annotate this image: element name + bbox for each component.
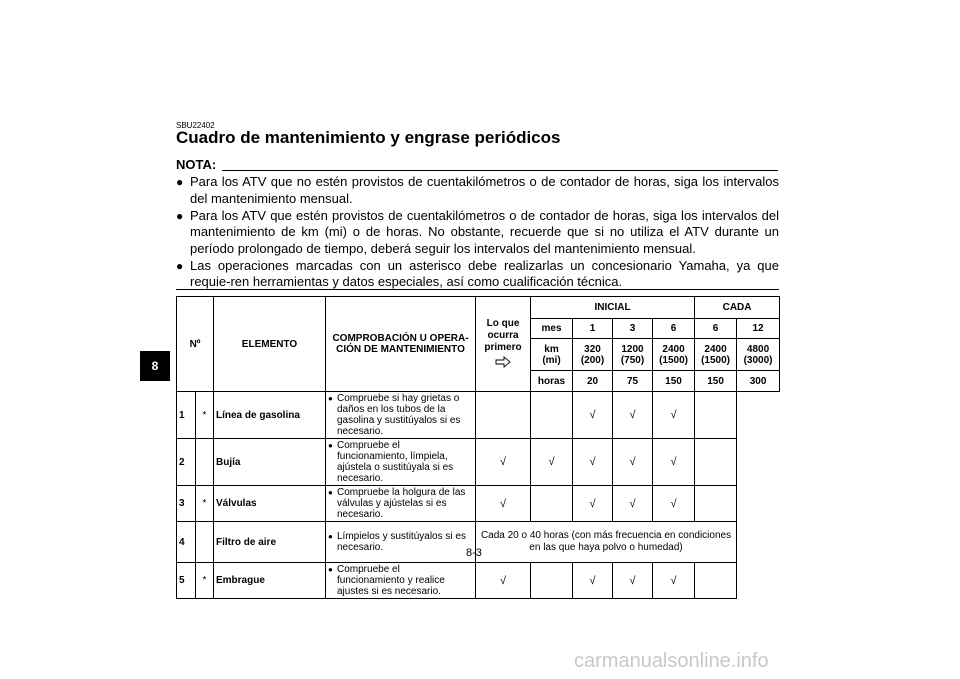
row-check: ● Límpielos y sustitúyalos si es necesario. xyxy=(326,522,476,563)
row-mark: √ xyxy=(476,486,531,522)
interval-value: 2400 (1500) xyxy=(695,339,737,371)
row-mark xyxy=(531,392,573,439)
note-end-rule xyxy=(176,289,779,290)
row-star: * xyxy=(196,486,214,522)
note-bullets xyxy=(176,174,779,291)
interval-value: 320 (200) xyxy=(573,339,613,371)
row-mark xyxy=(531,486,573,522)
row-mark: √ xyxy=(653,439,695,486)
row-mark: √ xyxy=(653,563,695,599)
interval-label-horas: horas xyxy=(531,371,573,392)
row-mark: √ xyxy=(653,392,695,439)
interval-label-km: km (mi) xyxy=(531,339,573,371)
bullet-dot-icon: ● xyxy=(328,394,333,403)
row-mark xyxy=(531,563,573,599)
interval-value: 20 xyxy=(573,371,613,392)
note-bullet: ● Para los ATV que estén provistos de cuentakilómetros o de contador de horas, siga los intervalos del mantenimiento de km (mi) o de horas. No obstante, recuerde que si no utiliza el ATV durante un período prolongado de tiempo, deberá seguir los intervalos del mantenimiento mensual. xyxy=(176,207,779,256)
row-element: Válvulas xyxy=(214,486,326,522)
row-mark: √ xyxy=(476,563,531,599)
row-mark: √ xyxy=(573,486,613,522)
row-check: ● Compruebe el funcionamiento y realice ajustes si es necesario. xyxy=(326,563,476,599)
header-every: CADA xyxy=(695,297,780,319)
interval-value: 3 xyxy=(613,319,653,339)
row-star xyxy=(196,522,214,563)
bullet-dot-icon: ● xyxy=(328,441,333,450)
row-number: 4 xyxy=(177,522,196,563)
row-element: Embrague xyxy=(214,563,326,599)
row-check: ● Compruebe si hay grietas o daños en los tubos de la gasolina y sustitúyalos si es necesario. xyxy=(326,392,476,439)
section-code: SBU22402 xyxy=(176,121,215,130)
interval-value: 2400 (1500) xyxy=(653,339,695,371)
interval-value: 4800 (3000) xyxy=(737,339,780,371)
header-element: ELEMENTO xyxy=(214,297,326,392)
note-bullet: ● Las operaciones marcadas con un asterisco debe realizarlas un concesionario Yamaha, ya que requie-ren herramientas y datos especiales, así como cualificación técnica. xyxy=(176,257,779,289)
watermark: carmanualsonline.info xyxy=(574,650,769,672)
row-mark: √ xyxy=(573,563,613,599)
row-mark: √ xyxy=(653,486,695,522)
row-check: ● Compruebe el funcionamiento, límpiela, ajústela o sustitúyala si es necesario. xyxy=(326,439,476,486)
note-rule xyxy=(222,170,778,171)
row-mark-blank xyxy=(695,392,737,439)
interval-value: 300 xyxy=(737,371,780,392)
header-first: Lo que ocurra primero xyxy=(476,297,531,392)
row-star xyxy=(196,439,214,486)
row-mark-blank xyxy=(695,563,737,599)
row-check: ● Compruebe la holgura de las válvulas y ajústelas si es necesario. xyxy=(326,486,476,522)
row-star: * xyxy=(196,392,214,439)
interval-value: 6 xyxy=(653,319,695,339)
interval-value: 12 xyxy=(737,319,780,339)
interval-value: 1200 (750) xyxy=(613,339,653,371)
interval-value: 150 xyxy=(695,371,737,392)
row-mark: √ xyxy=(613,439,653,486)
page-number: 8-3 xyxy=(466,547,482,559)
row-element: Línea de gasolina xyxy=(214,392,326,439)
row-element: Filtro de aire xyxy=(214,522,326,563)
row-number: 3 xyxy=(177,486,196,522)
row-mark: √ xyxy=(573,392,613,439)
row-star: * xyxy=(196,563,214,599)
bullet-dot-icon: ● xyxy=(328,565,333,574)
interval-value: 75 xyxy=(613,371,653,392)
header-no: Nº xyxy=(177,297,214,392)
row-mark: √ xyxy=(613,486,653,522)
note-label: NOTA: xyxy=(176,157,217,172)
bullet-dot-icon: ● xyxy=(176,208,184,223)
bullet-dot-icon: ● xyxy=(176,258,184,273)
row-mark xyxy=(476,392,531,439)
table-row xyxy=(177,563,780,599)
row-mark: √ xyxy=(531,439,573,486)
note-bullet: ● Para los ATV que no estén provistos de cuentakilómetros o de contador de horas, siga los intervalos del mantenimiento mensual. xyxy=(176,174,779,206)
header-initial: INICIAL xyxy=(531,297,695,319)
row-mark-blank xyxy=(695,439,737,486)
right-arrow-icon xyxy=(478,356,528,371)
table-row xyxy=(177,392,780,439)
chapter-tab: 8 xyxy=(140,351,170,381)
interval-label-mes: mes xyxy=(531,319,573,339)
row-number: 1 xyxy=(177,392,196,439)
table-row xyxy=(177,439,780,486)
interval-value: 1 xyxy=(573,319,613,339)
row-interval-note: Cada 20 o 40 horas (con más frecuencia en condiciones en las que haya polvo o humedad) xyxy=(476,522,737,563)
bullet-dot-icon: ● xyxy=(328,532,333,541)
row-mark: √ xyxy=(573,439,613,486)
row-mark: √ xyxy=(613,392,653,439)
table-row xyxy=(177,486,780,522)
header-check: COMPROBACIÓN U OPERA-CIÓN DE MANTENIMIENTO xyxy=(326,297,476,392)
row-mark: √ xyxy=(476,439,531,486)
row-element: Bujía xyxy=(214,439,326,486)
interval-value: 6 xyxy=(695,319,737,339)
bullet-dot-icon: ● xyxy=(328,488,333,497)
bullet-dot-icon: ● xyxy=(176,175,184,189)
row-number: 2 xyxy=(177,439,196,486)
row-mark-blank xyxy=(695,486,737,522)
row-number: 5 xyxy=(177,563,196,599)
page-title: Cuadro de mantenimiento y engrase periódicos xyxy=(176,128,561,147)
interval-value: 150 xyxy=(653,371,695,392)
row-mark: √ xyxy=(613,563,653,599)
